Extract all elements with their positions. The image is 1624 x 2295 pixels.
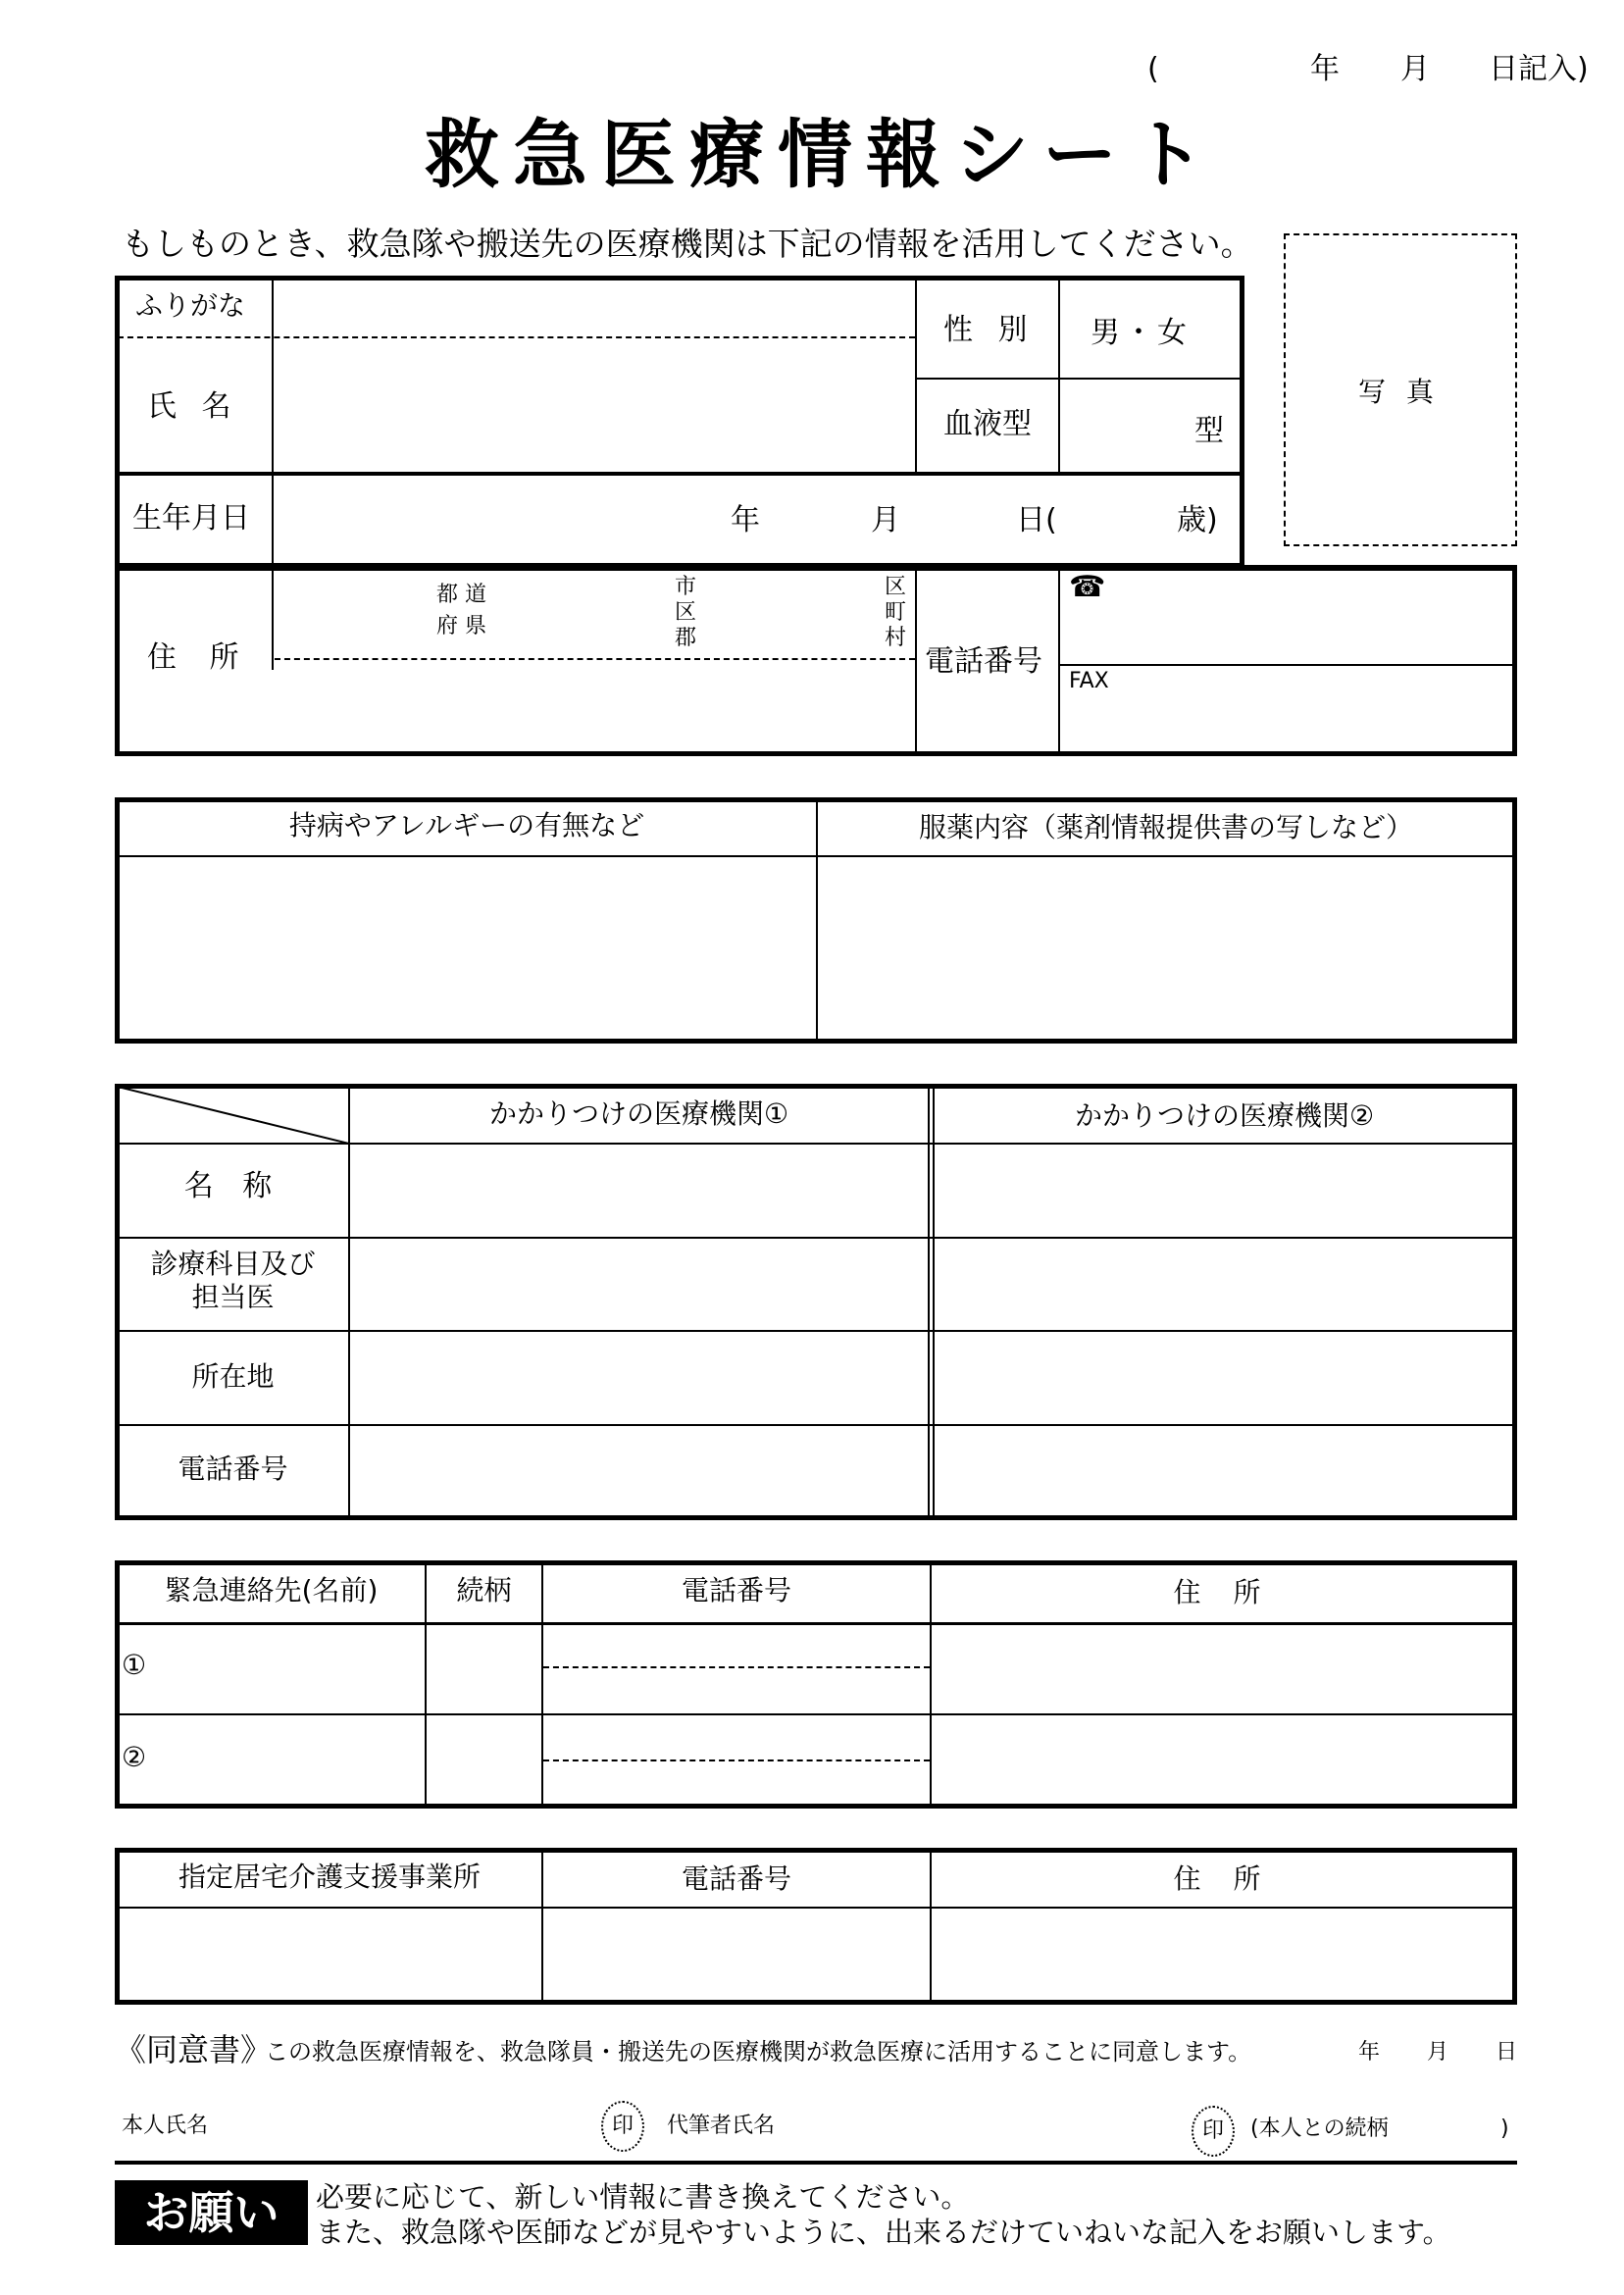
care-header-office: 指定居宅介護支援事業所 bbox=[178, 1861, 481, 1893]
birth-day: 日( bbox=[1016, 503, 1057, 537]
self-name-label: 本人氏名 bbox=[122, 2114, 209, 2138]
signature-line bbox=[115, 2161, 1517, 2165]
date-suffix: 日記入) bbox=[1489, 52, 1589, 86]
care-header-phone: 電話番号 bbox=[681, 1862, 791, 1895]
relation-close: ) bbox=[1500, 2116, 1509, 2141]
fax-label: FAX bbox=[1069, 669, 1109, 693]
town-label: 区 町 村 bbox=[885, 575, 907, 650]
date-year: 年 bbox=[1310, 52, 1340, 86]
gender-options[interactable]: 男・女 bbox=[1091, 316, 1191, 350]
furigana-label: ふりがな bbox=[135, 289, 246, 322]
seal-mark-2: 印 bbox=[1192, 2106, 1235, 2157]
name-input[interactable] bbox=[275, 339, 912, 471]
request-badge: お願い bbox=[115, 2180, 308, 2245]
consent-day: 日 bbox=[1496, 2040, 1518, 2065]
birth-month: 月 bbox=[871, 503, 900, 537]
birth-label: 生年月日 bbox=[132, 501, 250, 536]
consent-year: 年 bbox=[1358, 2040, 1381, 2065]
care-header-address: 住 所 bbox=[1173, 1862, 1273, 1895]
conditions-input[interactable] bbox=[120, 859, 814, 1039]
medical-col1-header: 持病やアレルギーの有無など bbox=[288, 809, 645, 842]
photo-label: 写 真 bbox=[1358, 376, 1440, 408]
page-title: 救急医療情報シート bbox=[425, 111, 1219, 198]
telephone-icon: ☎ bbox=[1069, 570, 1106, 604]
blood-suffix: 型 bbox=[1194, 414, 1224, 448]
blood-label: 血液型 bbox=[943, 407, 1032, 441]
consent-text: この救急医療情報を、救急隊員・搬送先の医療機関が救急医療に活用することに同意します。 bbox=[265, 2038, 1252, 2066]
clinic-row-location: 所在地 bbox=[191, 1360, 275, 1393]
phone-label: 電話番号 bbox=[925, 644, 1042, 679]
emergency-header-relation: 続柄 bbox=[456, 1574, 512, 1606]
request-line-2: また、救急隊や医師などが見やすいように、出来るだけていねいな記入をお願いします。 bbox=[316, 2216, 1451, 2249]
clinic-row-phone: 電話番号 bbox=[178, 1453, 288, 1485]
date-month: 月 bbox=[1400, 52, 1430, 86]
relation-label: (本人との続柄 bbox=[1250, 2116, 1389, 2141]
request-line-1: 必要に応じて、新しい情報に書き換えてください。 bbox=[316, 2180, 970, 2214]
clinic-row-department: 診療科目及び 担当医 bbox=[150, 1248, 316, 1313]
birth-age: 歳) bbox=[1177, 503, 1218, 537]
emergency-header-name: 緊急連絡先(名前) bbox=[164, 1574, 379, 1606]
emergency-header-address: 住 所 bbox=[1173, 1576, 1273, 1608]
emergency-row-2: ② bbox=[122, 1741, 147, 1773]
medical-col2-header: 服薬内容（薬剤情報提供書の写しなど） bbox=[918, 811, 1413, 843]
address-label: 住 所 bbox=[147, 640, 251, 675]
date-open: ( bbox=[1147, 52, 1159, 86]
consent-month: 月 bbox=[1427, 2040, 1449, 2065]
diagonal-corner bbox=[118, 1087, 349, 1144]
pref-label-1: 都 道 bbox=[436, 583, 486, 607]
gender-label: 性 別 bbox=[943, 313, 1036, 347]
birth-year: 年 bbox=[731, 503, 760, 537]
proxy-name-label: 代筆者氏名 bbox=[667, 2114, 776, 2138]
consent-title: 《同意書》 bbox=[115, 2031, 273, 2068]
medication-input[interactable] bbox=[820, 859, 1512, 1039]
name-label: 氏 名 bbox=[147, 389, 239, 424]
subtitle: もしものとき、救急隊や搬送先の医療機関は下記の情報を活用してください。 bbox=[122, 225, 1253, 263]
address-input[interactable] bbox=[275, 663, 912, 751]
city-label: 市 区 郡 bbox=[675, 575, 697, 650]
furigana-input[interactable] bbox=[275, 280, 912, 334]
emergency-row-1: ① bbox=[122, 1649, 147, 1681]
pref-label-2: 府 県 bbox=[436, 614, 486, 638]
emergency-header-phone: 電話番号 bbox=[681, 1574, 791, 1606]
clinic1-header: かかりつけの医療機関① bbox=[488, 1097, 789, 1130]
clinic-row-name: 名 称 bbox=[183, 1169, 282, 1203]
seal-mark-1: 印 bbox=[601, 2101, 644, 2152]
clinic2-header: かかりつけの医療機関② bbox=[1074, 1099, 1375, 1132]
